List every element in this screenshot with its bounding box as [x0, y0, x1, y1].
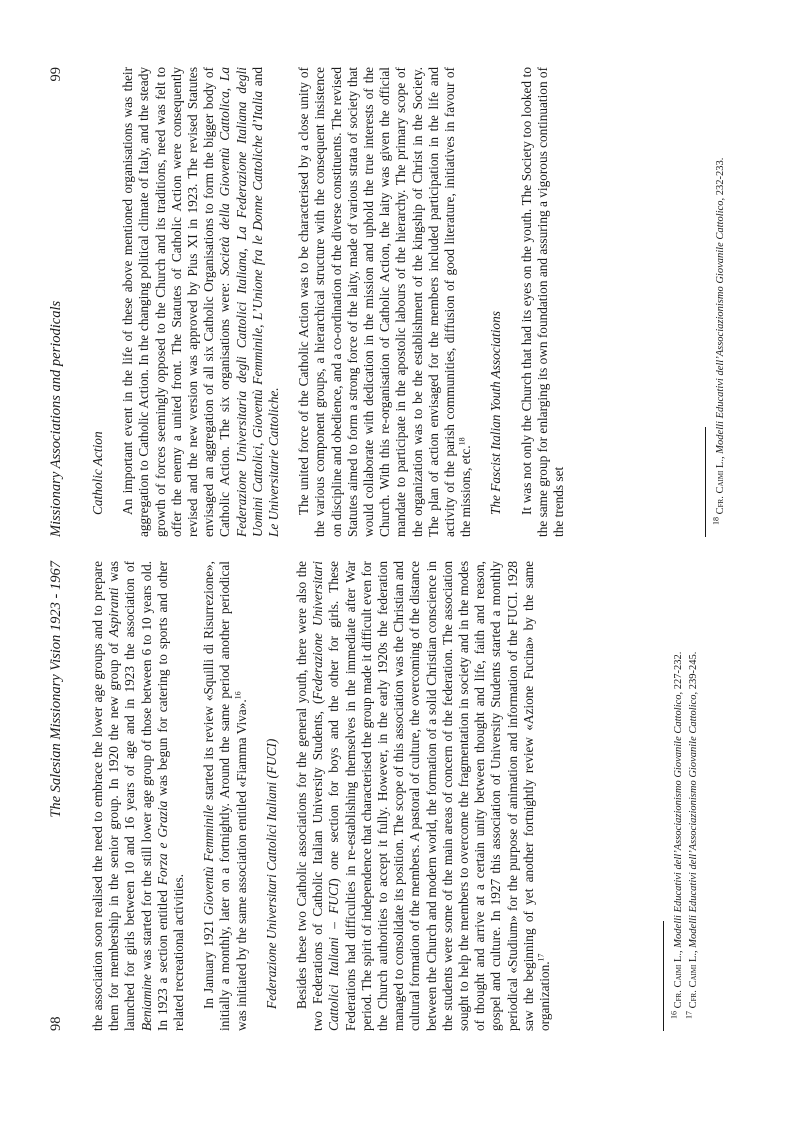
- left-paragraph-2: In January 1921 Gioventù Femminile started its review «Squilli di Risurrezione», initially a monthly, later on a fortnightly. Around the same period another periodical was initiated by the same association entitled «Fiamma Viva».$^{16}$: [201, 561, 249, 1031]
- left-page: [0, 561, 793, 1031]
- right-paragraph-2: The united force of the Catholic Action was to be characterised by a close unity of the various component groups, a hierarchical structure with the consequent insistence on discipline and obedience, and a co-ordination of the diverse constituents. The revised Statutes aimed to form a strong force of the laity, made of various strata of society that would collaborate with dedication in the mission and uphold the true interests of the Church. With this re-organisation of Catholic Action, the laity was given the official mandate to participate in the apostolic labours of the hierarchy. The primary scope of the organization was to be the establishment of the kingship of Christ in the Society. The plan of action envisaged for the members included participation in the life and activity of the parish communities, diffusion of good literature, initiatives in favour of the missions, etc.$^{18}$: [296, 67, 474, 537]
- left-footnote-rule: [663, 921, 664, 1031]
- footnote-16: $^{16}$ Cfr. Caimi L., Modelli Educativi dell’Associazionismo Giovanile Cattolico, 227-232.: [669, 651, 684, 1019]
- right-running-title: Missionary Associations and periodicals: [48, 300, 64, 537]
- footnote-ref-17: 17: [536, 953, 546, 962]
- footnote-ref-18: 18: [457, 437, 467, 446]
- footnote-ref-16: 16: [233, 691, 243, 700]
- right-footnote-rule: [705, 427, 706, 537]
- footnote-18: $^{18}$ Cfr. Caimi L., Modelli Educativi dell’Associazionismo Giovanile Cattolico, 232-233.: [711, 157, 726, 525]
- right-footnotes: [711, 67, 729, 537]
- right-page-header: [48, 67, 70, 537]
- fascist-youth-subheading: The Fascist Italian Youth Associations: [488, 311, 504, 515]
- left-paragraph-3: Besides these two Catholic associations for the general youth, there were also the two Federations of Catholic Italian University Students, (Federazione Universitari Cattolici Italiani – FUCI) one section for boys and the other for girls. These Federations had difficulties in re-establishing themselves in the immediate after War period. The spirit of independence that characterised the group made it difficult even for the Church authorities to accept it fully. However, in the early 1920s the federation managed to consolidate its position. The scope of this association was the Christian and cultural formation of the members. A pastoral of culture, the overcoming of the distance between the Church and modern world, the formation of a solid Christian conscience in the students were some of the main areas of concern of the federation. The association sought to help the members to overcome the fragmentation in society and in the modes of thought and arrive at a certain unity between thought and life, faith and reason, gospel and culture. In 1927 this association of University Students started a monthly periodical «Studium» for the purpose of animation and information of the FUCI. 1928 saw the beginning of yet another fortnightly review «Azione Fucina» by the same organization.$^{17}$: [294, 560, 553, 1031]
- right-page-body: [90, 67, 567, 537]
- right-paragraph-1: An important event in the life of these above mentioned organisations was their aggregation to Catholic Action. In the changing political climate of Italy, and the steady growth of forces seemingly opposed to the Church and its traditions, need was felt to offer the enemy a united front. The Statutes of Catholic Action were consequently revised and the new version was approved by Pius XI in 1923. The revised Statutes envisaged an aggregation of all six Catholic Organisations to form the bigger body of Catholic Action. The six organisations were: Società della Gioventù Cattolica, La Federazione Universitaria degli Cattolici Italiana, La Federazione Italiana degli Uomini Cattolici, Gioventù Femminile, L’Unione fra le Donne Cattoliche d’Italia and Le Universitarie Cattoliche.: [120, 66, 282, 537]
- left-paragraph-1: the association soon realised the need to embrace the lower age groups and to prepare them for membership in the senior group. In 1920 the new group of Aspiranti was launched for girls between 10 and 16 years of age and in 1923 the association of Beniamine was started for the still lower age group of those between 6 to 10 years old. In 1923 a section entitled Forza e Grazia was begun for catering to sports and other related recreational activities.: [90, 561, 187, 1031]
- catholic-action-subheading: Catholic Action: [90, 431, 105, 515]
- footnote-17: $^{17}$ Cfr. Caimi L., Modelli Educativi dell’Associazionismo Giovanile Cattolico, 239-245.: [684, 651, 699, 1019]
- left-page-header: [48, 561, 70, 1031]
- right-page: [0, 67, 793, 537]
- left-page-body: [90, 561, 553, 1031]
- left-page-number: 98: [48, 1016, 64, 1031]
- fuci-subheading: Federazione Universitari Cattolici Italiani (FUCI): [263, 738, 279, 1009]
- right-page-number: 99: [48, 67, 64, 82]
- left-footnotes: [669, 561, 702, 1031]
- left-running-title: The Salesian Missionary Vision 1923 - 1967: [48, 561, 64, 818]
- right-paragraph-3: It was not only the Church that had its eyes on the youth. The Society too looked to the same group for enlarging its own foundation and assuring a vigorous continuation of the trends set: [518, 67, 567, 537]
